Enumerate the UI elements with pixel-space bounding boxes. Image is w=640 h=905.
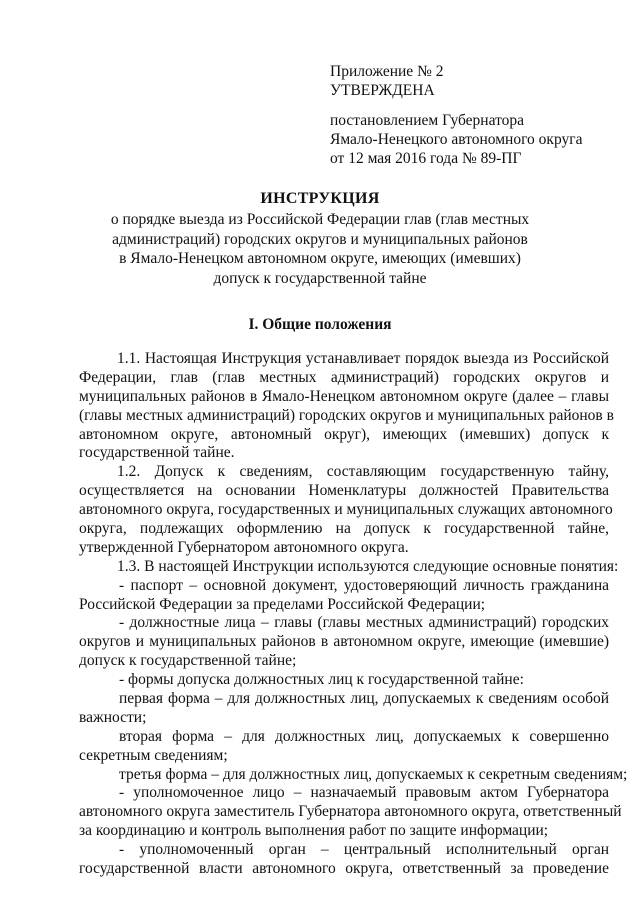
body-line: - уполномоченный орган – центральный исполнительный орган (119, 841, 609, 859)
subtitle-line: администраций) городских округов и муниципальных районов (112, 230, 528, 248)
document-body (79, 350, 628, 879)
body-line: - должностные лица – главы (главы местных администраций) городских (119, 614, 609, 632)
body-line: автономном округе, автономный округ), имеющих (имевших) допуск к (79, 425, 609, 443)
body-line: 1.3. В настоящей Инструкции используются следующие основные понятия: (117, 557, 619, 575)
body-line: важности; (79, 708, 147, 726)
body-line: - паспорт – основной документ, удостоверяющий личность гражданина (119, 576, 609, 594)
body-line: государственной тайне. (79, 444, 235, 462)
body-line: Федерации, глав (глав местных администраций) городских округов и (79, 368, 609, 386)
approval-block (330, 62, 620, 168)
body-line: Российской Федерации за пределами Российской Федерации; (79, 595, 486, 613)
body-line: допуск к государственной тайне; (79, 652, 297, 670)
body-line: округа, подлежащих оформлению на допуск к государственной тайне, (79, 520, 609, 538)
body-line: государственной власти автономного округа, ответственный за проведение (79, 860, 609, 878)
approved-label: УТВЕРЖДЕНА (330, 82, 435, 99)
body-line: - уполномоченное лицо – назначаемый правовым актом Губернатора (119, 784, 609, 802)
decree-line: Ямало-Ненецкого автономного округа (330, 131, 583, 148)
body-line: первая форма – для должностных лиц, допускаемых к сведениям особой (119, 690, 609, 708)
body-line: осуществляется на основании Номенклатуры должностей Правительства (79, 482, 609, 500)
body-line: автономного округа, государственных и муниципальных служащих автономного (79, 501, 613, 519)
subtitle-line: в Ямало-Ненецком автономном округе, имеющих (имевших) (119, 250, 521, 267)
body-line: - формы допуска должностных лиц к государственной тайне: (119, 671, 524, 689)
document-title: ИНСТРУКЦИЯ (260, 190, 380, 207)
body-line: автономного округа заместитель Губернатора автономного округа, ответственный (79, 803, 622, 821)
decree-line: постановлением Губернатора (330, 112, 525, 129)
body-line: третья форма – для должностных лиц, допускаемых к секретным сведениям; (119, 765, 628, 783)
body-line: за координацию и контроль выполнения работ по защите информации; (79, 822, 549, 840)
document-subtitle (0, 210, 640, 288)
body-line: вторая форма – для должностных лиц, допускаемых к совершенно (119, 727, 609, 745)
body-line: (главы местных администраций) городских округов и муниципальных районов в (79, 406, 614, 424)
subtitle-line: допуск к государственной тайне (213, 269, 427, 287)
body-line: округов и муниципальных районов в автономном округе, имеющие (имевшие) (79, 633, 609, 651)
appendix-label: Приложение № 2 (330, 63, 444, 80)
subtitle-line: о порядке выезда из Российской Федерации глав (глав местных (110, 211, 530, 228)
body-line: 1.1. Настоящая Инструкция устанавливает порядок выезда из Российской (117, 350, 609, 367)
section-heading: I. Общие положения (248, 316, 392, 333)
body-line: секретным сведениям; (79, 746, 228, 764)
decree-date-line: от 12 мая 2016 года № 89-ПГ (330, 150, 522, 167)
body-line: утвержденной Губернатором автономного округа. (79, 538, 409, 556)
body-line: 1.2. Допуск к сведениям, составляющим государственную тайну, (117, 463, 609, 481)
body-line: муниципальных районов в Ямало-Ненецком автономном округе (далее – главы (79, 387, 609, 405)
